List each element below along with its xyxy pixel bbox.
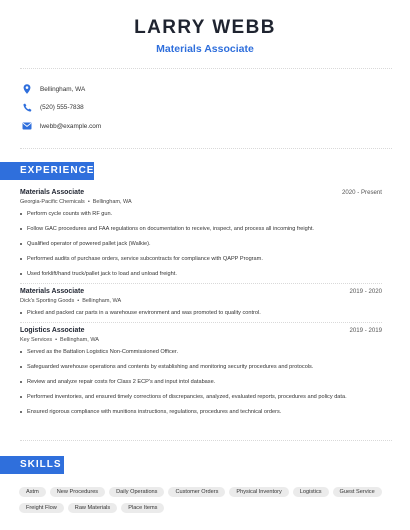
job-dates: 2019 - 2020: [349, 288, 382, 295]
skill-chip: Astm: [19, 487, 46, 497]
resume-header: [0, 16, 410, 56]
skills-list: [19, 487, 391, 513]
job-company: Georgia-Pacific Chemicals: [20, 199, 85, 205]
phone-text: (520) 555-7838: [40, 104, 84, 111]
skill-chip: Place Items: [121, 503, 164, 513]
job-entry: [20, 287, 382, 317]
candidate-role: Materials Associate: [156, 43, 254, 55]
skill-chip: Customer Orders: [168, 487, 225, 497]
bullet-item: Review and analyze repair costs for Class 2 ECP's and input intol database.: [20, 378, 382, 386]
email-text: lwebb@example.com: [40, 122, 102, 130]
skill-chip: Logistics: [293, 487, 329, 497]
bullet-item: Performed inventories, and ensured timely corrections of discrepancies, analyzed, evaluated reports, procedures and policy data.: [20, 393, 382, 401]
job-title: Materials Associate: [20, 288, 85, 295]
bullet-item: Perform cycle counts with RF gun.: [20, 210, 382, 218]
skill-chip: Daily Operations: [109, 487, 164, 497]
bullet-item: Qualified operator of powered pallet jack (Walkie).: [20, 240, 382, 248]
skill-chip: Physical Inventory: [229, 487, 288, 497]
job-company-line: Key Services • Bellingham, WA: [20, 337, 99, 343]
job-entry: [20, 188, 382, 278]
experience-list: [20, 188, 382, 416]
divider: [20, 283, 382, 284]
job-entry: [20, 326, 382, 416]
contact-location: [22, 83, 101, 95]
skill-chip: Guest Service: [333, 487, 382, 497]
email-icon: [22, 121, 32, 131]
job-bullets: [20, 210, 382, 278]
job-location: Bellingham, WA: [92, 199, 132, 205]
skill-chip: New Procedures: [50, 487, 105, 497]
job-location: Bellingham, WA: [60, 337, 99, 343]
divider: [20, 148, 392, 149]
job-company: Dick's Sporting Goods: [20, 298, 75, 304]
skill-chip: Freight Flow: [19, 503, 64, 513]
job-dates: 2020 - Present: [342, 189, 382, 196]
candidate-name: LARRY WEBB: [134, 17, 276, 38]
bullet-item: Picked and packed car parts in a warehouse environment and was promoted to quality control.: [20, 309, 382, 317]
bullet-item: Ensured rigorous compliance with munitions instructions, regulations, procedures and technical orders.: [20, 408, 382, 416]
bullet-item: Served as the Battalion Logistics Non-Commissioned Officer.: [20, 348, 382, 356]
job-company-line: Georgia-Pacific Chemicals • Bellingham, WA: [20, 199, 132, 205]
experience-heading: EXPERIENCE: [0, 162, 94, 180]
skills-heading: SKILLS: [0, 456, 64, 474]
contact-info: [22, 83, 101, 139]
bullet-item: Used forklift/hand truck/pallet jack to load and unload freight.: [20, 270, 382, 278]
phone-icon: [22, 103, 32, 113]
contact-phone: [22, 102, 101, 114]
divider: [20, 322, 382, 323]
contact-email: [22, 120, 101, 132]
bullet-item: Performed audits of purchase orders, service subcontracts for compliance with QAPP Program.: [20, 255, 382, 263]
bullet-item: Follow GAC procedures and FAA regulations on documentation to receive, inspect, and process all incoming freight.: [20, 225, 382, 233]
job-title: Logistics Associate: [20, 327, 85, 334]
job-title: Materials Associate: [20, 189, 85, 196]
job-bullets: [20, 309, 382, 317]
job-bullets: [20, 348, 382, 416]
bullet-item: Safeguarded warehouse operations and contents by establishing and monitoring security procedures and protocols.: [20, 363, 382, 371]
location-text: Bellingham, WA: [40, 85, 86, 93]
divider: [20, 68, 392, 69]
divider: [20, 440, 392, 441]
job-dates: 2019 - 2019: [349, 327, 382, 334]
job-location: Bellingham, WA: [82, 298, 122, 304]
location-pin-icon: [22, 84, 32, 94]
job-company: Key Services: [20, 337, 53, 343]
skill-chip: Raw Materials: [68, 503, 117, 513]
job-company-line: Dick's Sporting Goods • Bellingham, WA: [20, 298, 122, 304]
